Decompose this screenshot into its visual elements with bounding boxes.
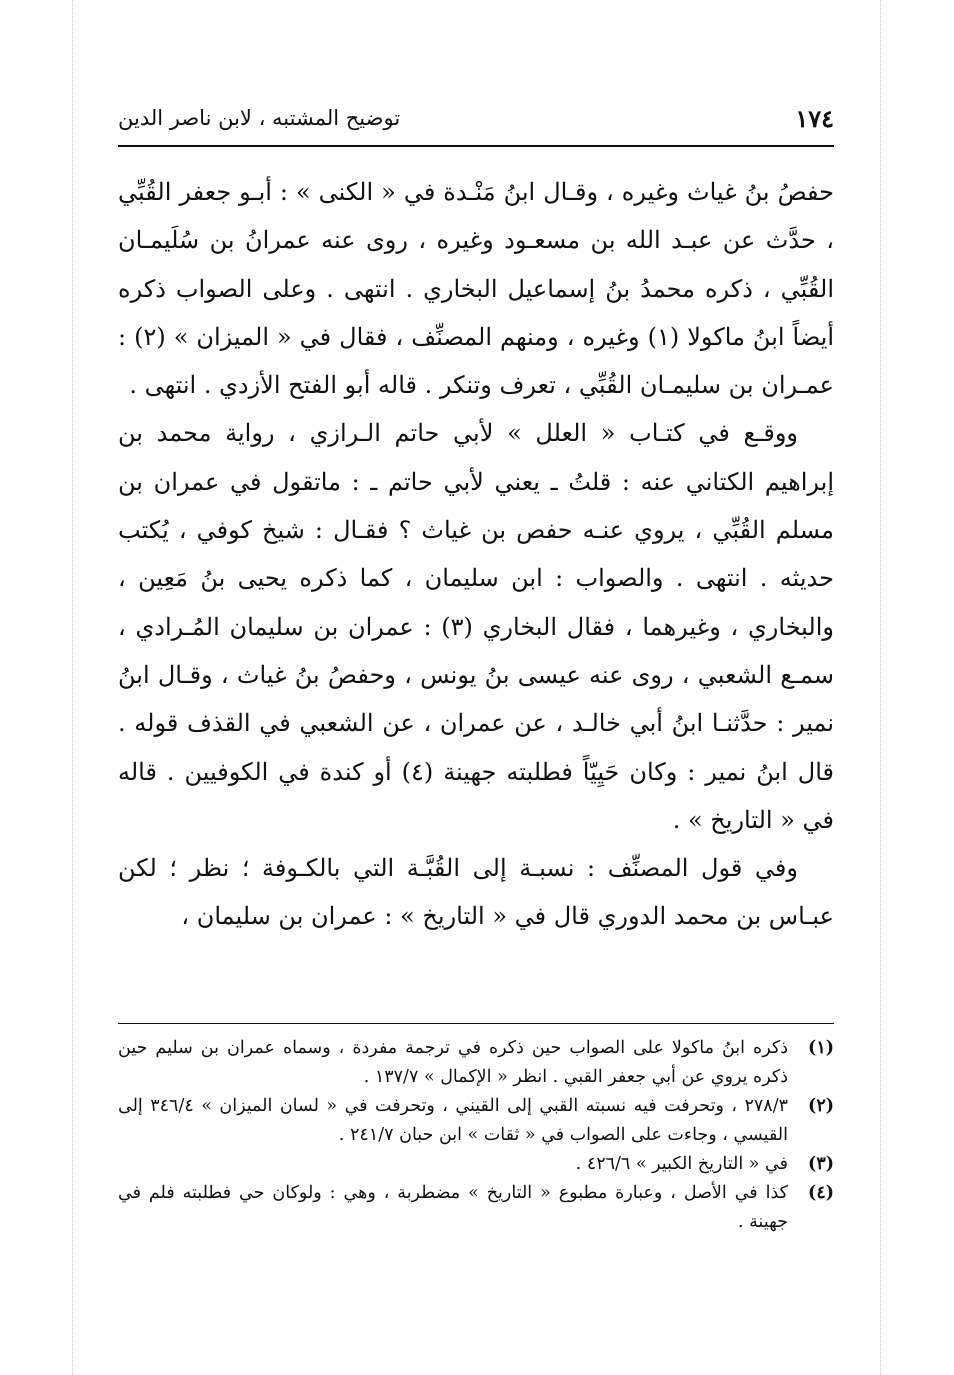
footnote-number: (٣) — [808, 1154, 834, 1174]
footnote — [118, 1179, 834, 1237]
footnote — [118, 1092, 834, 1150]
paragraph: ووقـع في كتـاب « العلل » لأبي حاتم الـرازي ، رواية محمد بن إبراهيم الكتاني عنه : قلتُ ـ يعني لأبي حاتم ـ : ماتقول في عمران بن مسلم القُبِّي ، يروي عنـه حفص بن غياث ؟ فقـال : شيخ كوفي ، يُكتب حديثه . انتهى . والصواب : ابن سليمان ، كما ذكره يحيى بنُ مَعِين ، والبخاري ، وغيرهما ، فقال البخاري (٣) : عمران بن سليمان المُـرادي ، سمـع الشعبي ، روى عنه عيسى بنُ يونس ، وحفصُ بنُ غياث ، وقـال ابنُ نمير : حدَّثنـا ابنُ أبي خالـد ، عن عمران ، عن الشعبي في القذف قوله . قال ابنُ نمير : وكان حَيِيّاً فطلبته جهينة (٤) أو كندة في الكوفيين . قاله في « التاريخ » . — [118, 419, 834, 834]
main-text — [118, 168, 834, 941]
page-number: ١٧٤ — [795, 103, 834, 133]
footnote-text: ذكره ابنُ ماكولا على الصواب حين ذكره في ترجمة مفردة ، وسماه عمران بن سليم حين ذكره يروي عن أبي جعفر القبي . انظر « الإكمال » ١٣٧/٧ . — [118, 1038, 788, 1087]
footnote-number: (١) — [808, 1038, 834, 1058]
paragraph: وفي قول المصنِّف : نسبـة إلى القُبَّـة التي بالكـوفة ؛ نظر ؛ لكن عبـاس بن محمد الدوري قال في « التاريخ » : عمران بن سليمان ، — [118, 854, 834, 931]
footnote-rule — [118, 1023, 834, 1024]
footnote — [118, 1034, 834, 1092]
footnote — [118, 1150, 834, 1179]
footnote-number: (٤) — [808, 1183, 834, 1203]
footnote-number: (٢) — [808, 1096, 834, 1116]
page-header — [118, 98, 834, 138]
header-rule — [118, 145, 834, 147]
footnotes — [118, 1034, 834, 1237]
footnote-text: ٢٧٨/٣ ، وتحرفت فيه نسبته القبي إلى القيني ، وتحرفت في « لسان الميزان » ٣٤٦/٤ إلى القيسي ، وجاءت على الصواب في « ثقات » ابن حبان ٢٤١/٧ . — [118, 1096, 788, 1145]
running-title: توضيح المشتبه ، لابن ناصر الدين — [118, 106, 401, 130]
footnote-text: في « التاريخ الكبير » ٤٢٦/٦ . — [575, 1154, 788, 1174]
scan-edge-mark — [880, 0, 881, 1375]
scan-edge-mark — [72, 0, 73, 1375]
footnote-text: كذا في الأصل ، وعبارة مطبوع « التاريخ » مضطربة ، وهي : ولوكان حي فطلبته فلم في جهينة . — [118, 1183, 788, 1232]
paragraph: حفصُ بنُ غياث وغيره ، وقـال ابنُ مَنْـدة في « الكنى » : أبـو جعفر القُبِّي ، حدَّث عن عبـد الله بن مسعـود وغيره ، روى عنه عمرانُ بن سُلَيمـان القُبِّي ، ذكره محمدُ بنُ إسماعيل البخاري . انتهى . وعلى الصواب ذكره أيضاً ابنُ ماكولا (١) وغيره ، ومنهم المصنِّف ، فقال في « الميزان » (٢) : عمـران بن سليمـان القُبِّي ، تعرف وتنكر . قاله أبو الفتح الأزدي . انتهى . — [118, 178, 835, 400]
